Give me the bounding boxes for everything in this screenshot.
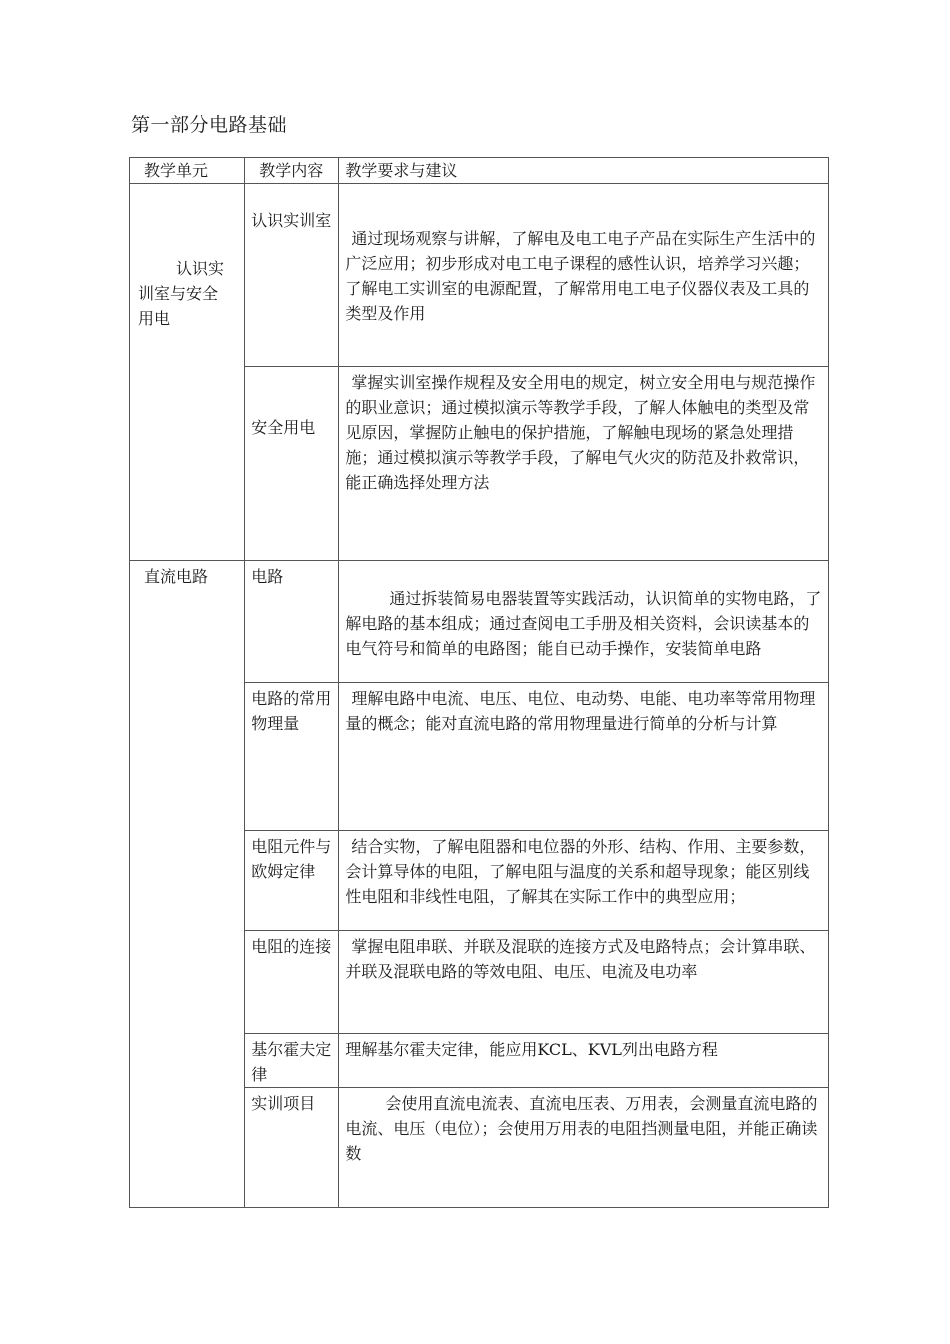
requirement-cell xyxy=(339,367,829,561)
requirement-cell xyxy=(339,931,829,1034)
requirement-cell xyxy=(339,1034,829,1088)
header-requirement: 教学要求与建议 xyxy=(339,158,829,184)
content-cell: 电阻元件与欧姆定律 xyxy=(245,831,339,931)
table-header-row xyxy=(130,158,829,184)
table-row xyxy=(130,561,829,683)
requirement-cell xyxy=(339,184,829,367)
unit-label-line: 训室与安全 xyxy=(138,284,219,303)
requirement-text: 通过现场观察与讲解，了解电及电工电子产品在实际生产生活中的广泛应用；初步形成对电工电子课程的感性认识，培养学习兴趣；了解电工实训室的电源配置，了解常用电工电子仪器仪表及工具的类型及作用 xyxy=(345,229,816,323)
unit-cell xyxy=(130,184,245,561)
requirement-text: 理解电路中电流、电压、电位、电动势、电能、电功率等常用物理量的概念；能对直流电路的常用物理量进行简单的分析与计算 xyxy=(345,689,816,733)
content-cell: 电路的常用物理量 xyxy=(245,683,339,831)
unit-label-line: 用电 xyxy=(138,309,171,328)
requirement-text: 通过拆装简易电器装置等实践活动，认识简单的实物电路，了解电路的基本组成；通过查阅电工手册及相关资料，会识读基本的电气符号和简单的电路图；能自已动手操作，安装简单电路 xyxy=(345,589,822,658)
unit-label-line: 认识实 xyxy=(176,259,225,278)
unit-cell: 直流电路 xyxy=(130,561,245,1208)
requirement-text: 会使用直流电流表、直流电压表、万用表，会测量直流电路的电流、电压（电位）；会使用万用表的电阻挡测量电阻，并能正确读数 xyxy=(345,1094,818,1163)
table-row xyxy=(130,184,829,367)
requirement-text: 结合实物，了解电阻器和电位器的外形、结构、作用、主要参数，会计算导体的电阻，了解电阻与温度的关系和超导现象；能区别线性电阻和非线性电阻，了解其在实际工作中的典型应用； xyxy=(345,837,816,906)
content-cell: 实训项目 xyxy=(245,1088,339,1208)
requirement-text: 掌握电阻串联、并联及混联的连接方式及电路特点；会计算串联、并联及混联电路的等效电阻、电压、电流及电功率 xyxy=(345,937,816,981)
content-cell: 电路 xyxy=(245,561,339,683)
requirement-text: 掌握实训室操作规程及安全用电的规定，树立安全用电与规范操作的职业意识；通过模拟演示等教学手段，了解人体触电的类型及常见原因，掌握防止触电的保护措施，了解触电现场的紧急处理措施；通过模拟演示等教学手段，了解电气火灾的防范及扑救常识，能正确选择处理方法 xyxy=(345,373,816,492)
content-cell: 安全用电 xyxy=(245,367,339,561)
curriculum-table xyxy=(129,157,829,1208)
header-content: 教学内容 xyxy=(245,158,339,184)
content-cell: 基尔霍夫定律 xyxy=(245,1034,339,1088)
content-cell: 电阻的连接 xyxy=(245,931,339,1034)
requirement-cell xyxy=(339,683,829,831)
header-unit: 教学单元 xyxy=(130,158,245,184)
section-title: 第一部分电路基础 xyxy=(131,114,288,136)
requirement-text: 理解基尔霍夫定律，能应用KCL、KVL列出电路方程 xyxy=(345,1040,718,1059)
requirement-cell xyxy=(339,561,829,683)
requirement-cell xyxy=(339,1088,829,1208)
content-cell: 认识实训室 xyxy=(245,184,339,367)
requirement-cell xyxy=(339,831,829,931)
